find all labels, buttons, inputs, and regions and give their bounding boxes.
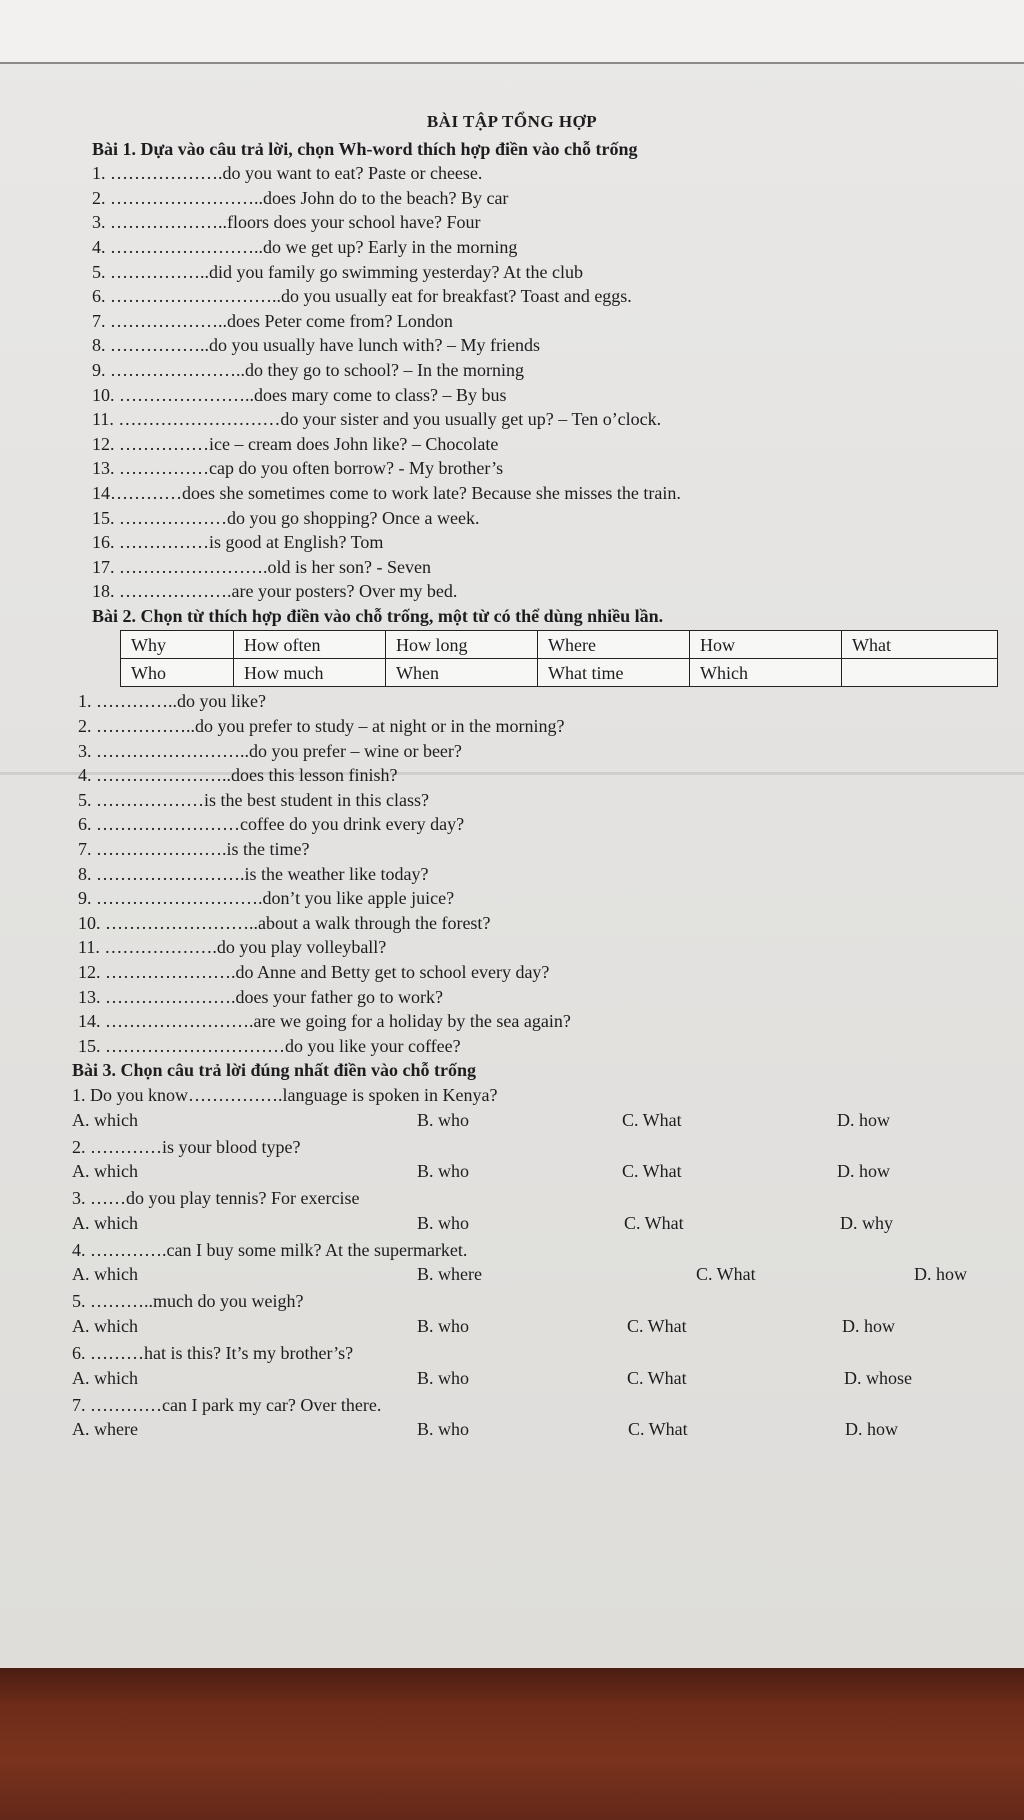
exercise-1-item: 16. ……………is good at English? Tom bbox=[92, 532, 384, 553]
exercise-1-item: 17. …………………….old is her son? - Seven bbox=[92, 556, 431, 577]
option-b: B. who bbox=[417, 1212, 470, 1233]
mc-options bbox=[72, 1262, 1010, 1289]
mc-question bbox=[70, 1393, 1010, 1445]
mc-options bbox=[72, 1314, 1010, 1341]
option-c: C. What bbox=[627, 1315, 687, 1336]
mc-question bbox=[70, 1289, 1010, 1341]
mc-question-text: 4. ………….can I buy some milk? At the supermarket. bbox=[72, 1239, 468, 1260]
option-b: B. who bbox=[417, 1419, 470, 1440]
word-bank-row bbox=[121, 659, 998, 687]
word-bank-cell: Which bbox=[690, 659, 842, 687]
option-a: A. which bbox=[72, 1315, 138, 1336]
option-b: B. where bbox=[417, 1264, 482, 1285]
exercise-3-list bbox=[70, 1083, 1010, 1444]
exercise-2-list bbox=[70, 689, 1010, 1058]
word-bank-row bbox=[121, 631, 998, 659]
option-d: D. how bbox=[845, 1419, 898, 1440]
exercise-1-heading: Bài 1. Dựa vào câu trả lời, chọn Wh-word thích hợp điền vào chỗ trống bbox=[92, 138, 638, 159]
worksheet-content bbox=[70, 110, 1010, 1444]
exercise-2-item: 10. ……………………..about a walk through the forest? bbox=[78, 912, 491, 933]
option-d: D. how bbox=[837, 1161, 890, 1182]
option-d: D. how bbox=[837, 1109, 890, 1130]
exercise-2-item: 1. …………..do you like? bbox=[78, 691, 266, 712]
option-c: C. What bbox=[624, 1212, 684, 1233]
exercise-2-item: 9. ……………………….don’t you like apple juice? bbox=[78, 888, 455, 909]
option-a: A. which bbox=[72, 1264, 138, 1285]
exercise-2-item: 8. …………………….is the weather like today? bbox=[78, 863, 429, 884]
option-c: C. What bbox=[628, 1419, 688, 1440]
exercise-1-item: 13. ……………cap do you often borrow? - My brother’s bbox=[92, 458, 504, 479]
exercise-1-item: 6. ………………………..do you usually eat for breakfast? Toast and eggs. bbox=[92, 286, 632, 307]
mc-options bbox=[72, 1211, 1010, 1238]
exercise-2-item: 13. ………………….does your father go to work? bbox=[78, 986, 443, 1007]
worksheet-title: BÀI TẬP TỔNG HỢP bbox=[426, 112, 598, 131]
mc-question-text: 5. ………..much do you weigh? bbox=[72, 1291, 304, 1312]
mc-question bbox=[70, 1135, 1010, 1187]
mc-question bbox=[70, 1083, 1010, 1135]
mc-options bbox=[72, 1159, 1010, 1186]
option-d: D. how bbox=[842, 1315, 895, 1336]
exercise-1-item: 14…………does she sometimes come to work late? Because she misses the train. bbox=[92, 482, 681, 503]
word-bank-cell bbox=[842, 659, 998, 687]
exercise-2-item: 7. ………………….is the time? bbox=[78, 839, 310, 860]
wooden-table-background bbox=[0, 1668, 1024, 1820]
option-b: B. who bbox=[417, 1109, 470, 1130]
paper-top-edge bbox=[0, 0, 1024, 64]
option-c: C. What bbox=[627, 1367, 687, 1388]
word-bank-table bbox=[120, 630, 998, 687]
mc-question-text: 3. ……do you play tennis? For exercise bbox=[72, 1188, 360, 1209]
option-c: C. What bbox=[622, 1161, 682, 1182]
mc-options bbox=[72, 1417, 1010, 1444]
mc-options bbox=[72, 1108, 1010, 1135]
exercise-1-item: 5. ……………..did you family go swimming yesterday? At the club bbox=[92, 261, 583, 282]
word-bank-cell: How often bbox=[234, 631, 386, 659]
exercise-1-item: 15. ………………do you go shopping? Once a week. bbox=[92, 507, 480, 528]
word-bank-cell: When bbox=[386, 659, 538, 687]
exercise-1-item: 9. …………………..do they go to school? – In the morning bbox=[92, 359, 524, 380]
word-bank-cell: How much bbox=[234, 659, 386, 687]
exercise-2-item: 2. ……………..do you prefer to study – at night or in the morning? bbox=[78, 716, 565, 737]
mc-question-text: 1. Do you know…………….language is spoken in Kenya? bbox=[72, 1084, 498, 1105]
option-d: D. why bbox=[840, 1212, 893, 1233]
exercise-2-item: 14. …………………….are we going for a holiday by the sea again? bbox=[78, 1011, 571, 1032]
word-bank-cell: What time bbox=[538, 659, 690, 687]
mc-question bbox=[70, 1186, 1010, 1238]
exercise-2-item: 11. ……………….do you play volleyball? bbox=[78, 937, 387, 958]
word-bank-cell: What bbox=[842, 631, 998, 659]
option-a: A. which bbox=[72, 1212, 138, 1233]
exercise-1-item: 12. ……………ice – cream does John like? – Chocolate bbox=[92, 433, 499, 454]
exercise-2-item: 6. ……………………coffee do you drink every day? bbox=[78, 814, 465, 835]
option-c: C. What bbox=[696, 1264, 756, 1285]
exercise-2-item: 5. ………………is the best student in this class? bbox=[78, 789, 429, 810]
exercise-2-item: 3. ……………………..do you prefer – wine or beer? bbox=[78, 740, 462, 761]
option-b: B. who bbox=[417, 1161, 470, 1182]
exercise-1-item: 3. ………………..floors does your school have? Four bbox=[92, 212, 481, 233]
exercise-1-item: 10. …………………..does mary come to class? – By bus bbox=[92, 384, 507, 405]
word-bank-cell: How long bbox=[386, 631, 538, 659]
option-d: D. how bbox=[914, 1264, 967, 1285]
exercise-1-item: 2. ……………………..does John do to the beach? By car bbox=[92, 187, 509, 208]
mc-question bbox=[70, 1341, 1010, 1393]
exercise-1-list bbox=[70, 161, 1010, 604]
exercise-1-item: 7. ………………..does Peter come from? London bbox=[92, 310, 453, 331]
word-bank-cell: Why bbox=[121, 631, 234, 659]
exercise-2-item: 12. ………………….do Anne and Betty get to school every day? bbox=[78, 962, 550, 982]
exercise-2-heading: Bài 2. Chọn từ thích hợp điền vào chỗ trống, một từ có thể dùng nhiều lần. bbox=[92, 605, 664, 626]
mc-question-text: 7. …………can I park my car? Over there. bbox=[72, 1394, 382, 1415]
word-bank-cell: How bbox=[690, 631, 842, 659]
word-bank-cell: Who bbox=[121, 659, 234, 687]
option-a: A. which bbox=[72, 1161, 138, 1182]
exercise-1-item: 18. ……………….are your posters? Over my bed. bbox=[92, 581, 458, 602]
exercise-2-item: 15. …………………………do you like your coffee? bbox=[78, 1035, 461, 1056]
exercise-2-item: 4. …………………..does this lesson finish? bbox=[78, 765, 398, 786]
exercise-1-item: 1. ……………….do you want to eat? Paste or cheese. bbox=[92, 163, 483, 184]
exercise-1-item: 11. ………………………do your sister and you usually get up? – Ten o’clock. bbox=[92, 409, 662, 430]
exercise-1-item: 4. ……………………..do we get up? Early in the morning bbox=[92, 236, 518, 257]
mc-question-text: 2. …………is your blood type? bbox=[72, 1136, 301, 1157]
option-c: C. What bbox=[622, 1109, 682, 1130]
option-a: A. where bbox=[72, 1419, 138, 1440]
exercise-3-heading: Bài 3. Chọn câu trả lời đúng nhất điền vào chỗ trống bbox=[72, 1060, 477, 1081]
option-a: A. which bbox=[72, 1367, 138, 1388]
option-d: D. whose bbox=[844, 1367, 912, 1388]
option-b: B. who bbox=[417, 1315, 470, 1336]
option-a: A. which bbox=[72, 1109, 138, 1130]
exercise-1-item: 8. ……………..do you usually have lunch with? – My friends bbox=[92, 335, 540, 356]
word-bank-cell: Where bbox=[538, 631, 690, 659]
option-b: B. who bbox=[417, 1367, 470, 1388]
mc-options bbox=[72, 1366, 1010, 1393]
mc-question-text: 6. ………hat is this? It’s my brother’s? bbox=[72, 1342, 354, 1363]
mc-question bbox=[70, 1238, 1010, 1290]
